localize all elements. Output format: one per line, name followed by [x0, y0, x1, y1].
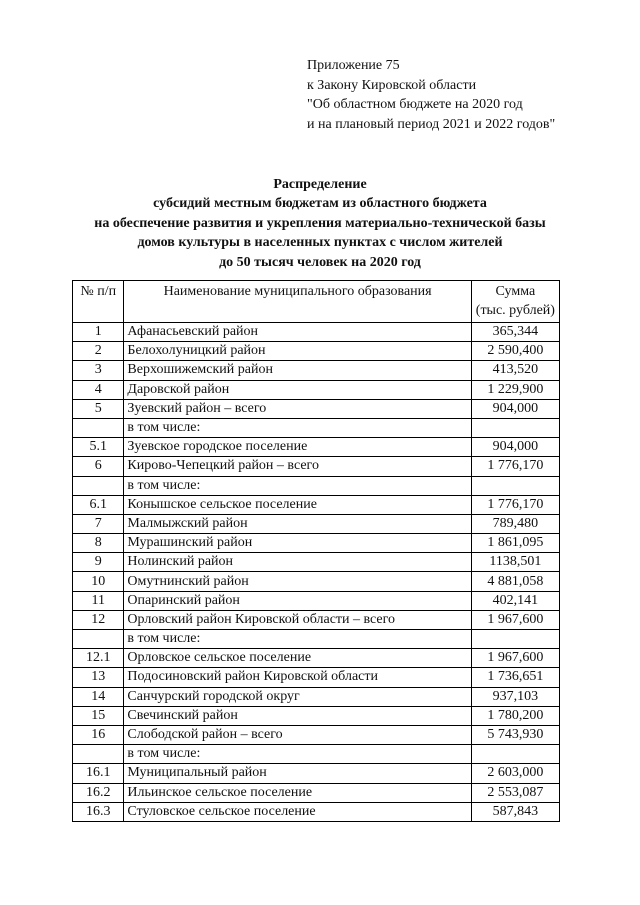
row-name: Зуевский район – всего	[124, 399, 471, 418]
annex-header	[307, 56, 555, 134]
row-name: Мурашинский район	[124, 534, 471, 553]
row-sum: 1 967,600	[471, 610, 559, 629]
row-name: Свечинский район	[124, 706, 471, 725]
row-number: 10	[73, 572, 124, 591]
table-row	[73, 783, 560, 802]
table-row	[73, 438, 560, 457]
table-row	[73, 706, 560, 725]
row-number: 6.1	[73, 495, 124, 514]
row-number: 16.1	[73, 764, 124, 783]
row-name: Кирово-Чепецкий район – всего	[124, 457, 471, 476]
table-row	[73, 361, 560, 380]
row-number: 12	[73, 610, 124, 629]
distribution-table	[72, 280, 560, 822]
row-name: Малмыжский район	[124, 514, 471, 533]
row-name: в том числе:	[124, 630, 471, 649]
row-sum: 1 861,095	[471, 534, 559, 553]
row-number: 3	[73, 361, 124, 380]
row-number: 16.3	[73, 802, 124, 821]
row-number	[73, 418, 124, 437]
row-name: в том числе:	[124, 745, 471, 764]
table-row	[73, 764, 560, 783]
row-name: Конышское сельское поселение	[124, 495, 471, 514]
row-sum	[471, 476, 559, 495]
table-row	[73, 323, 560, 342]
row-number: 1	[73, 323, 124, 342]
table-row	[73, 534, 560, 553]
row-sum: 1 967,600	[471, 649, 559, 668]
table-row	[73, 610, 560, 629]
row-sum: 2 553,087	[471, 783, 559, 802]
row-sum: 2 590,400	[471, 342, 559, 361]
row-number: 11	[73, 591, 124, 610]
row-name: Верхошижемский район	[124, 361, 471, 380]
row-number: 13	[73, 668, 124, 687]
row-sum: 1 229,900	[471, 380, 559, 399]
table-row	[73, 399, 560, 418]
header-sum	[471, 281, 559, 323]
row-name: Зуевское городское поселение	[124, 438, 471, 457]
header-num: № п/п	[73, 281, 124, 323]
row-name: Слободской район – всего	[124, 725, 471, 744]
row-number: 7	[73, 514, 124, 533]
row-sum: 904,000	[471, 399, 559, 418]
row-sum	[471, 418, 559, 437]
row-name: Стуловское сельское поселение	[124, 802, 471, 821]
header-sum-line-2: (тыс. рублей)	[475, 303, 555, 318]
annex-line-3: "Об областном бюджете на 2020 год	[307, 97, 523, 112]
table-row	[73, 380, 560, 399]
table-row	[73, 725, 560, 744]
row-name: Орловское сельское поселение	[124, 649, 471, 668]
row-name: Омутнинский район	[124, 572, 471, 591]
table-row	[73, 553, 560, 572]
row-number: 5	[73, 399, 124, 418]
row-name: Нолинский район	[124, 553, 471, 572]
row-name: в том числе:	[124, 476, 471, 495]
row-sum: 1 736,651	[471, 668, 559, 687]
row-number: 12.1	[73, 649, 124, 668]
table-row	[73, 591, 560, 610]
row-sum: 937,103	[471, 687, 559, 706]
table-row	[73, 476, 560, 495]
row-sum: 789,480	[471, 514, 559, 533]
row-number: 6	[73, 457, 124, 476]
table-row	[73, 802, 560, 821]
row-sum: 4 881,058	[471, 572, 559, 591]
table-body	[73, 323, 560, 822]
row-name: Санчурский городской округ	[124, 687, 471, 706]
row-name: Даровской район	[124, 380, 471, 399]
row-number	[73, 745, 124, 764]
table-row	[73, 649, 560, 668]
annex-line-4: и на плановый период 2021 и 2022 годов"	[307, 116, 556, 132]
row-name: Афанасьевский район	[124, 323, 471, 342]
header-name: Наименование муниципального образования	[124, 281, 471, 323]
row-number: 15	[73, 706, 124, 725]
table-row	[73, 514, 560, 533]
row-number: 8	[73, 534, 124, 553]
row-sum: 1 776,170	[471, 495, 559, 514]
row-number	[73, 476, 124, 495]
annex-line-1: Приложение 75	[307, 58, 400, 73]
row-number: 16	[73, 725, 124, 744]
row-number	[73, 630, 124, 649]
row-sum: 1138,501	[471, 553, 559, 572]
title-line-5: до 50 тысяч человек на 2020 год	[219, 254, 421, 270]
table-header-row	[73, 281, 560, 323]
title-line-3: на обеспечение развития и укрепления материально-технической базы	[94, 215, 546, 231]
title-line-4: домов культуры в населенных пунктах с числом жителей	[137, 235, 503, 251]
row-name: Муниципальный район	[124, 764, 471, 783]
table-row	[73, 418, 560, 437]
row-name: Белохолуницкий район	[124, 342, 471, 361]
row-name: в том числе:	[124, 418, 471, 437]
row-sum: 2 603,000	[471, 764, 559, 783]
row-sum: 587,843	[471, 802, 559, 821]
row-name: Орловский район Кировской области – всего	[124, 610, 471, 629]
row-sum	[471, 630, 559, 649]
row-name: Подосиновский район Кировской области	[124, 668, 471, 687]
table-row	[73, 457, 560, 476]
table-row	[73, 495, 560, 514]
row-sum: 1 780,200	[471, 706, 559, 725]
title-line-2: субсидий местным бюджетам из областного бюджета	[153, 196, 487, 212]
row-sum: 365,344	[471, 323, 559, 342]
row-number: 16.2	[73, 783, 124, 802]
row-sum: 1 776,170	[471, 457, 559, 476]
table-row	[73, 572, 560, 591]
table-row	[73, 687, 560, 706]
row-number: 14	[73, 687, 124, 706]
row-number: 9	[73, 553, 124, 572]
table-row	[73, 668, 560, 687]
header-sum-line-1: Сумма	[495, 284, 536, 299]
row-sum: 904,000	[471, 438, 559, 457]
row-sum: 402,141	[471, 591, 559, 610]
row-sum: 413,520	[471, 361, 559, 380]
row-name: Опаринский район	[124, 591, 471, 610]
row-number: 4	[73, 380, 124, 399]
annex-line-2: к Закону Кировской области	[307, 77, 477, 93]
row-number: 5.1	[73, 438, 124, 457]
row-number: 2	[73, 342, 124, 361]
table-row	[73, 745, 560, 764]
row-sum: 5 743,930	[471, 725, 559, 744]
row-name: Ильинское сельское поселение	[124, 783, 471, 802]
title-line-1: Распределение	[273, 177, 367, 192]
table-row	[73, 342, 560, 361]
document-title	[0, 175, 640, 272]
table-row	[73, 630, 560, 649]
row-sum	[471, 745, 559, 764]
